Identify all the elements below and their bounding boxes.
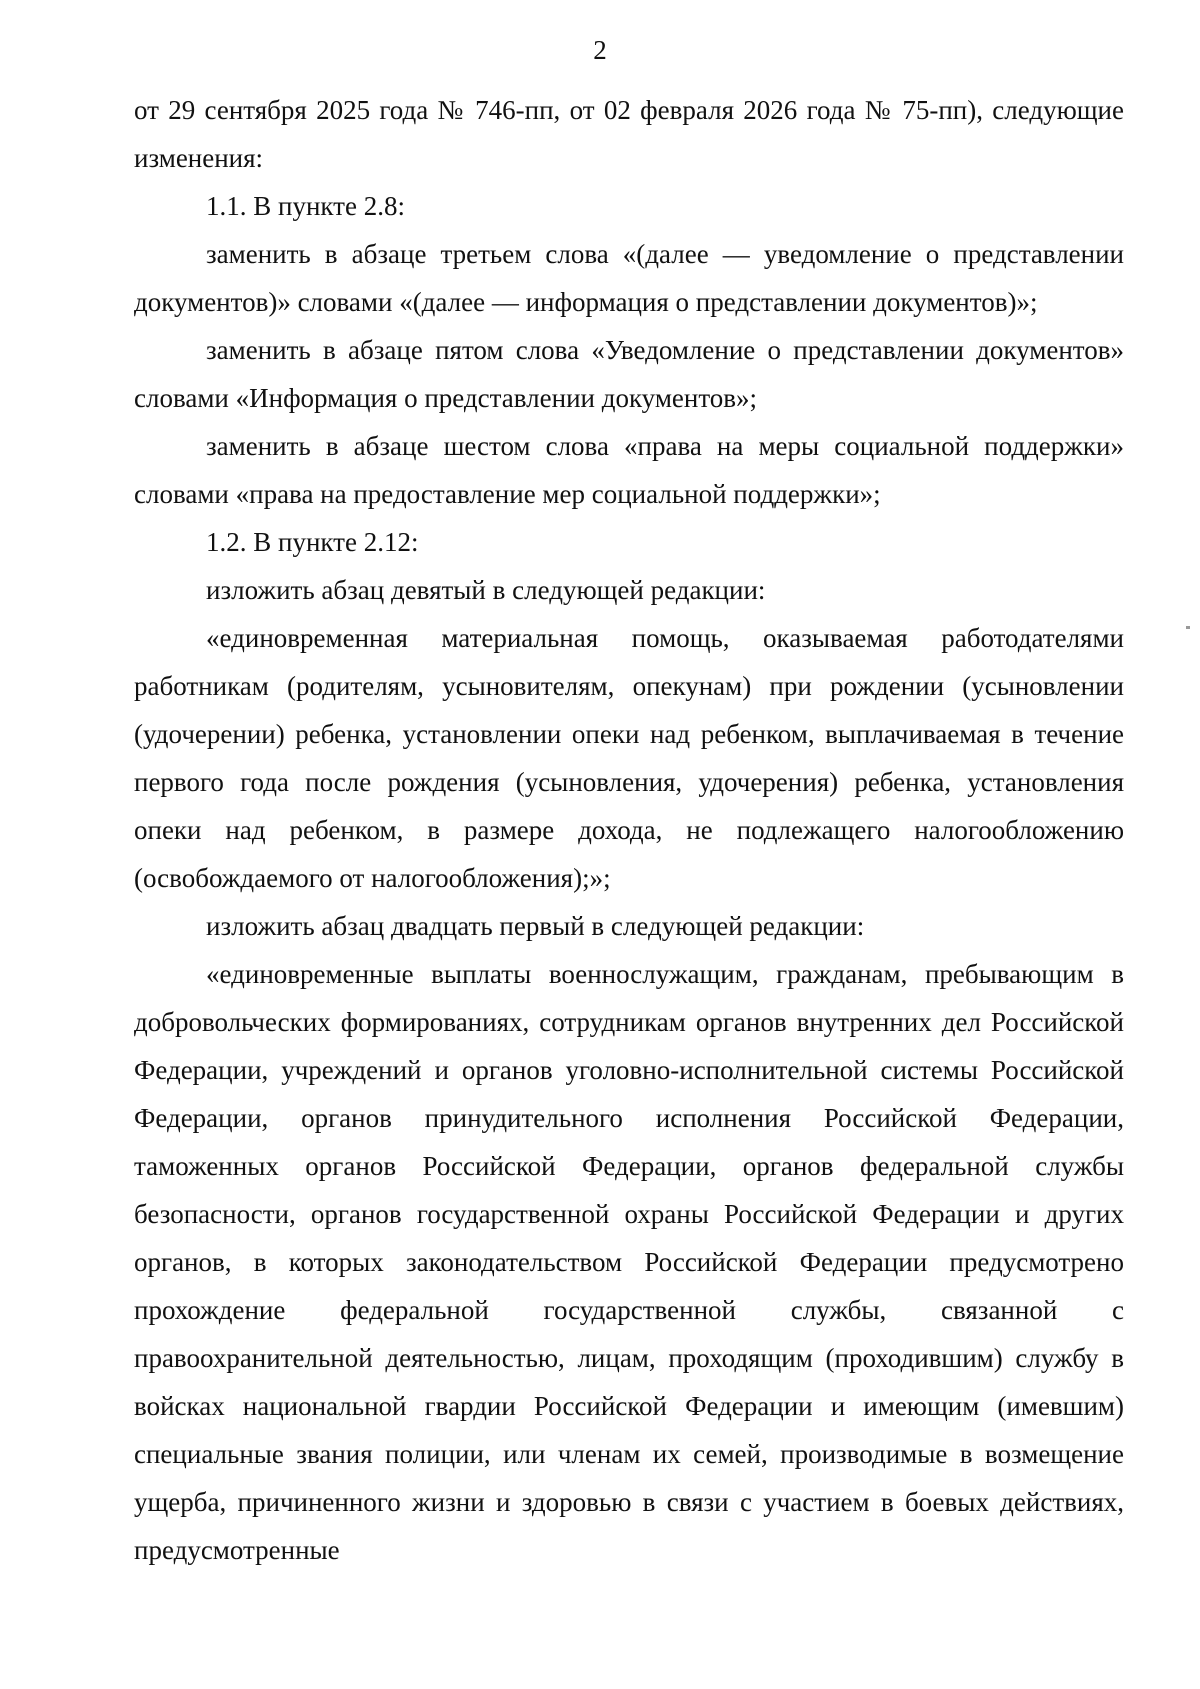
paragraph-replace-third: заменить в абзаце третьем слова «(далее — уведомление о представлении документов)» словами «(далее — информация о представлении документов)»; — [134, 239, 1124, 317]
paragraph-item-1-2: 1.2. В пункте 2.12: — [206, 527, 419, 557]
paragraph-twenty-first-text: «единовременные выплаты военнослужащим, гражданам, пребывающим в добровольческих формированиях, сотрудникам органов внутренних дел Российской Федерации, учреждений и органов уголовно-исполнительной системы Российской Федерации, органов принудительного исполнения Российской Федерации, таможенных органов Российской Федерации, органов федеральной службы безопасности, органов государственной охраны Российской Федерации и других органов, в которых законодательством Российской Федерации предусмотрено прохождение федеральной государственной службы, связанной с правоохранительной деятельностью, лицам, проходящим (проходившим) службу в войсках национальной гвардии Российской Федерации и имеющим (имевшим) специальные звания полиции, или членам их семей, производимые в возмещение ущерба, причиненного жизни и здоровью в связи с участием в боевых действиях, предусмотренные — [134, 959, 1124, 1565]
document-body — [134, 86, 1124, 1574]
page-number: 2 — [593, 35, 607, 65]
paragraph-ninth-text: «единовременная материальная помощь, оказываемая работодателями работникам (родителям, усыновителям, опекунам) при рождении (усыновлении (удочерении) ребенка, установлении опеки над ребенком, выплачиваемая в течение первого года после рождения (усыновления, удочерения) ребенка, установления опеки над ребенком, в размере дохода, не подлежащего налогообложению (освобождаемого от налогообложения);»; — [134, 623, 1124, 893]
paragraph-item-1-1: 1.1. В пункте 2.8: — [206, 191, 405, 221]
paragraph-ninth-intro: изложить абзац девятый в следующей редакции: — [206, 575, 766, 605]
scan-speck — [1186, 626, 1190, 629]
paragraph-replace-sixth: заменить в абзаце шестом слова «права на меры социальной поддержки» словами «права на предоставление мер социальной поддержки»; — [134, 431, 1124, 509]
paragraph-continuation: от 29 сентября 2025 года № 746-пп, от 02 февраля 2026 года № 75-пп), следующие изменения: — [134, 95, 1124, 173]
paragraph-replace-fifth: заменить в абзаце пятом слова «Уведомление о представлении документов» словами «Информация о представлении документов»; — [134, 335, 1124, 413]
paragraph-twenty-first-intro: изложить абзац двадцать первый в следующей редакции: — [206, 911, 865, 941]
